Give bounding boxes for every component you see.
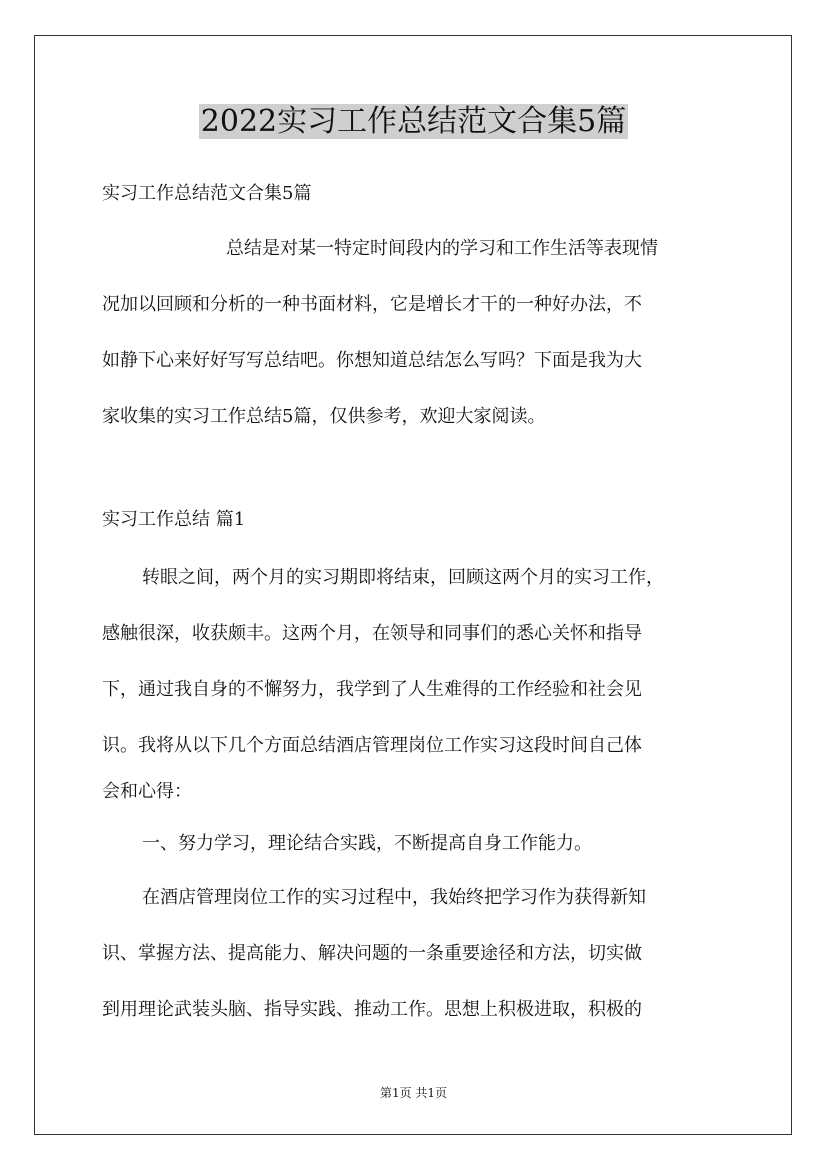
document-subtitle: 实习工作总结范文合集5篇 — [102, 183, 312, 204]
document-title — [0, 100, 827, 144]
body-line: 在酒店管理岗位工作的实习过程中，我始终把学习作为获得新知 — [142, 887, 646, 908]
body-line: 识、掌握方法、提高能力、解决问题的一条重要途径和方法，切实做 — [102, 943, 642, 964]
intro-line: 总结是对某一特定时间段内的学习和工作生活等表现情 — [226, 238, 658, 259]
body-line: 到用理论武装头脑、指导实践、推动工作。思想上积极进取，积极的 — [102, 999, 642, 1020]
body-line: 转眼之间，两个月的实习期即将结束，回顾这两个月的实习工作， — [142, 567, 664, 588]
section-title: 实习工作总结 篇1 — [102, 509, 246, 530]
body-line: 感触很深，收获颇丰。这两个月，在领导和同事们的悉心关怀和指导 — [102, 623, 642, 644]
intro-line: 如静下心来好好写写总结吧。你想知道总结怎么写吗？下面是我为大 — [102, 350, 642, 371]
intro-line: 家收集的实习工作总结5篇，仅供参考，欢迎大家阅读。 — [102, 406, 546, 427]
document-title-text: 2022实习工作总结范文合集5篇 — [200, 104, 627, 139]
body-line: 下，通过我自身的不懈努力，我学到了人生难得的工作经验和社会见 — [102, 679, 642, 700]
intro-line: 况加以回顾和分析的一种书面材料，它是增长才干的一种好办法，不 — [102, 294, 642, 315]
page-footer: 第1页 共1页 — [379, 1086, 448, 1100]
body-line: 会和心得： — [102, 781, 192, 802]
body-line: 一、努力学习，理论结合实践，不断提高自身工作能力。 — [142, 833, 592, 854]
body-line: 识。我将从以下几个方面总结酒店管理岗位工作实习这段时间自己体 — [102, 735, 642, 756]
